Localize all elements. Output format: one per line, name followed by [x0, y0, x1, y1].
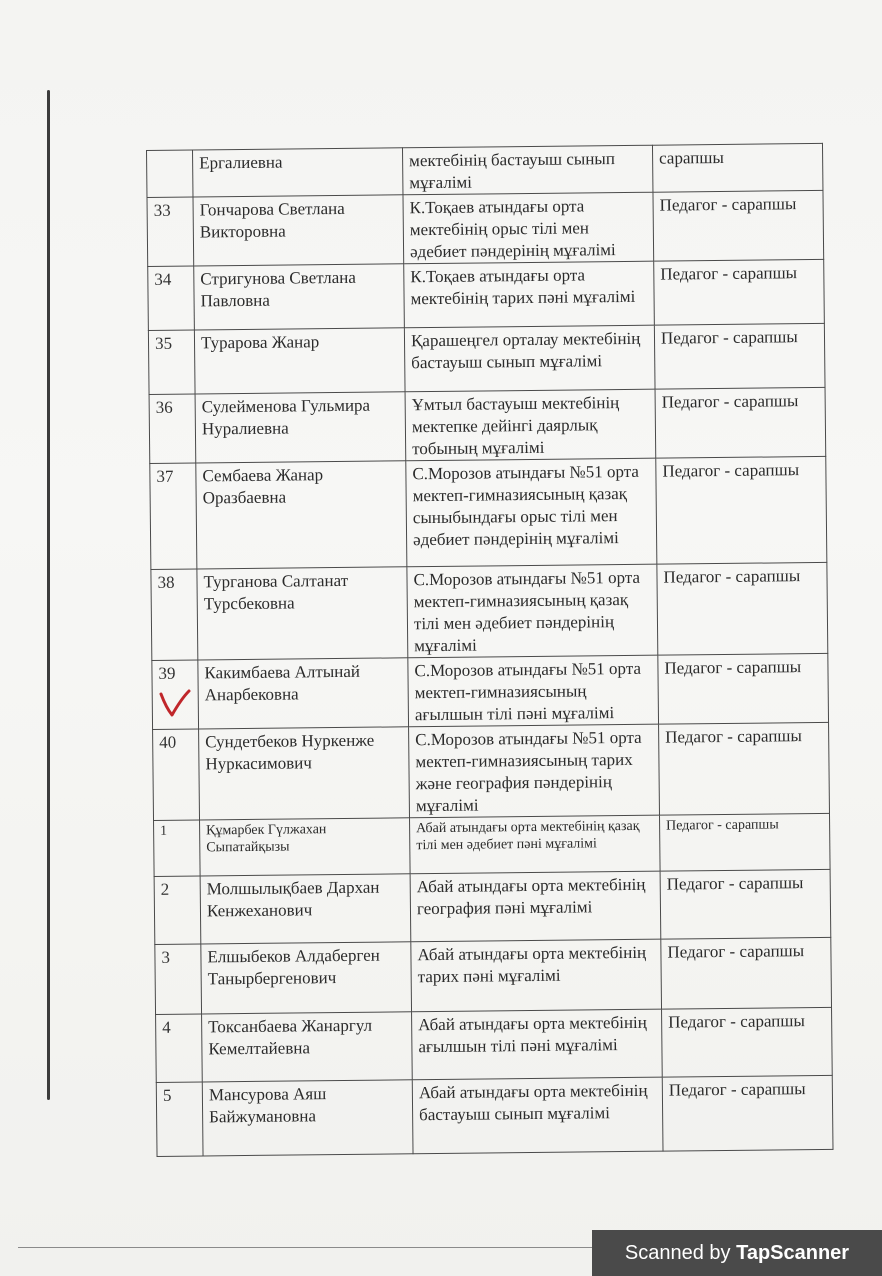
role: Педагог - сарапшы: [657, 562, 828, 655]
row-number: 40: [153, 729, 200, 820]
experts-table: [146, 143, 834, 1157]
check-mark-icon: [158, 688, 192, 718]
role: Педагог - сарапшы: [654, 323, 825, 389]
person-name: Турарова Жанар: [194, 328, 405, 394]
watermark-brand: TapScanner: [736, 1242, 850, 1264]
workplace: К.Тоқаев атындағы орта мектебінің орыс тілі мен әдебиет пәндерінің мұғалімі: [403, 192, 654, 264]
workplace: Ұмтыл бастауыш мектебінің мектепке дейінгі даярлық тобының мұғалімі: [405, 389, 656, 461]
workplace: Абай атындағы орта мектебінің тарих пәні мұғалімі: [411, 939, 662, 1012]
margin-line: [47, 90, 50, 1100]
table-row: [153, 722, 830, 820]
role: Педагог - сарапшы: [654, 259, 825, 325]
row-number: 3: [155, 944, 202, 1014]
workplace: С.Морозов атындағы №51 орта мектеп-гимназиясының қазақ сыныбындағы орыс тілі мен әдебиет пәндерінің мұғалімі: [406, 458, 657, 567]
table-row: [156, 1007, 833, 1082]
table-row: [156, 1075, 833, 1156]
row-number: 34: [148, 266, 195, 330]
role: Педагог - сарапшы: [658, 653, 829, 724]
bottom-line: [18, 1247, 618, 1248]
person-name: Мансурова Аяш Байжумановна: [202, 1080, 413, 1156]
workplace: К.Тоқаев атындағы орта мектебінің тарих пәні мұғалімі: [404, 261, 655, 328]
role: Педагог - сарапшы: [656, 456, 827, 564]
row-number: 1: [154, 820, 201, 876]
workplace: С.Морозов атындағы №51 орта мектеп-гимназиясының тарих және география пәндерінің мұғалімі: [409, 724, 660, 818]
table-row: [152, 653, 829, 729]
workplace: С.Морозов атындағы №51 орта мектеп-гимназиясының ағылшын тілі пәні мұғалімі: [408, 655, 659, 727]
person-name: Турганова Салтанат Турсбековна: [197, 567, 408, 660]
watermark-prefix: Scanned by: [624, 1242, 737, 1264]
role: Педагог - сарапшы: [661, 937, 832, 1009]
row-number: 37: [150, 463, 197, 569]
person-name: Гончарова Светлана Викторовна: [193, 195, 404, 266]
row-number: 2: [154, 876, 201, 944]
row-number: [147, 150, 193, 197]
row-number: 5: [156, 1082, 203, 1156]
role: Педагог - сарапшы: [655, 387, 826, 458]
table-row: [155, 937, 832, 1014]
workplace: Абай атындағы орта мектебінің ағылшын тілі пәні мұғалімі: [412, 1009, 663, 1080]
workplace: Қарашеңгел орталау мектебінің бастауыш сынып мұғалімі: [404, 325, 655, 392]
workplace: С.Морозов атындағы №51 орта мектеп-гимназиясының қазақ тілі мен әдебиет пәндерінің мұғалімі: [407, 564, 658, 658]
table-row: [147, 143, 823, 197]
table-row: [154, 869, 831, 944]
person-name: Токсанбаева Жанаргул Кемелтайевна: [202, 1012, 413, 1082]
role: Педагог - сарапшы: [662, 1007, 833, 1077]
workplace: Абай атындағы орта мектебінің қазақ тілі мен әдебиет пәні мұғалімі: [410, 815, 661, 874]
role: Педагог - сарапшы: [659, 722, 830, 815]
person-name: Құмарбек Гүлжахан Сыпатайқызы: [200, 818, 411, 876]
table-row: [151, 562, 828, 660]
row-number: 36: [149, 394, 196, 463]
person-name: Сембаева Жанар Оразбаевна: [196, 461, 407, 569]
role: Педагог - сарапшы: [659, 813, 830, 871]
role: Педагог - сарапшы: [662, 1075, 833, 1151]
table-row: [148, 259, 825, 330]
row-number: 38: [151, 569, 198, 660]
person-name: Стригунова Светлана Павловна: [194, 264, 405, 330]
workplace: мектебінің бастауыш сынып мұғалімі: [402, 145, 652, 195]
row-number: 39: [152, 660, 199, 729]
scanner-watermark: [592, 1230, 882, 1276]
person-name: Ергалиевна: [193, 148, 403, 197]
person-name: Молшылықбаев Дархан Кенжеханович: [200, 874, 411, 944]
table-row: [147, 190, 824, 266]
table-row: [148, 323, 825, 394]
workplace: Абай атындағы орта мектебінің бастауыш сынып мұғалімі: [412, 1077, 663, 1154]
row-number: 35: [148, 330, 195, 394]
role: Педагог - сарапшы: [660, 869, 831, 939]
workplace: Абай атындағы орта мектебінің география пәні мұғалімі: [410, 871, 661, 942]
table-row: [149, 387, 826, 463]
row-number: 4: [156, 1014, 203, 1082]
person-name: Какимбаева Алтынай Анарбековна: [198, 658, 409, 729]
role: сарапшы: [652, 143, 822, 192]
role: Педагог - сарапшы: [653, 190, 824, 261]
person-name: Елшыбеков Алдаберген Танырбергенович: [201, 942, 412, 1014]
person-name: Сулейменова Гульмира Нуралиевна: [195, 392, 406, 463]
person-name: Сундетбеков Нуркенже Нуркасимович: [199, 727, 410, 820]
table-row: [150, 456, 827, 569]
table-row: [154, 813, 831, 876]
row-number: 33: [147, 197, 194, 266]
